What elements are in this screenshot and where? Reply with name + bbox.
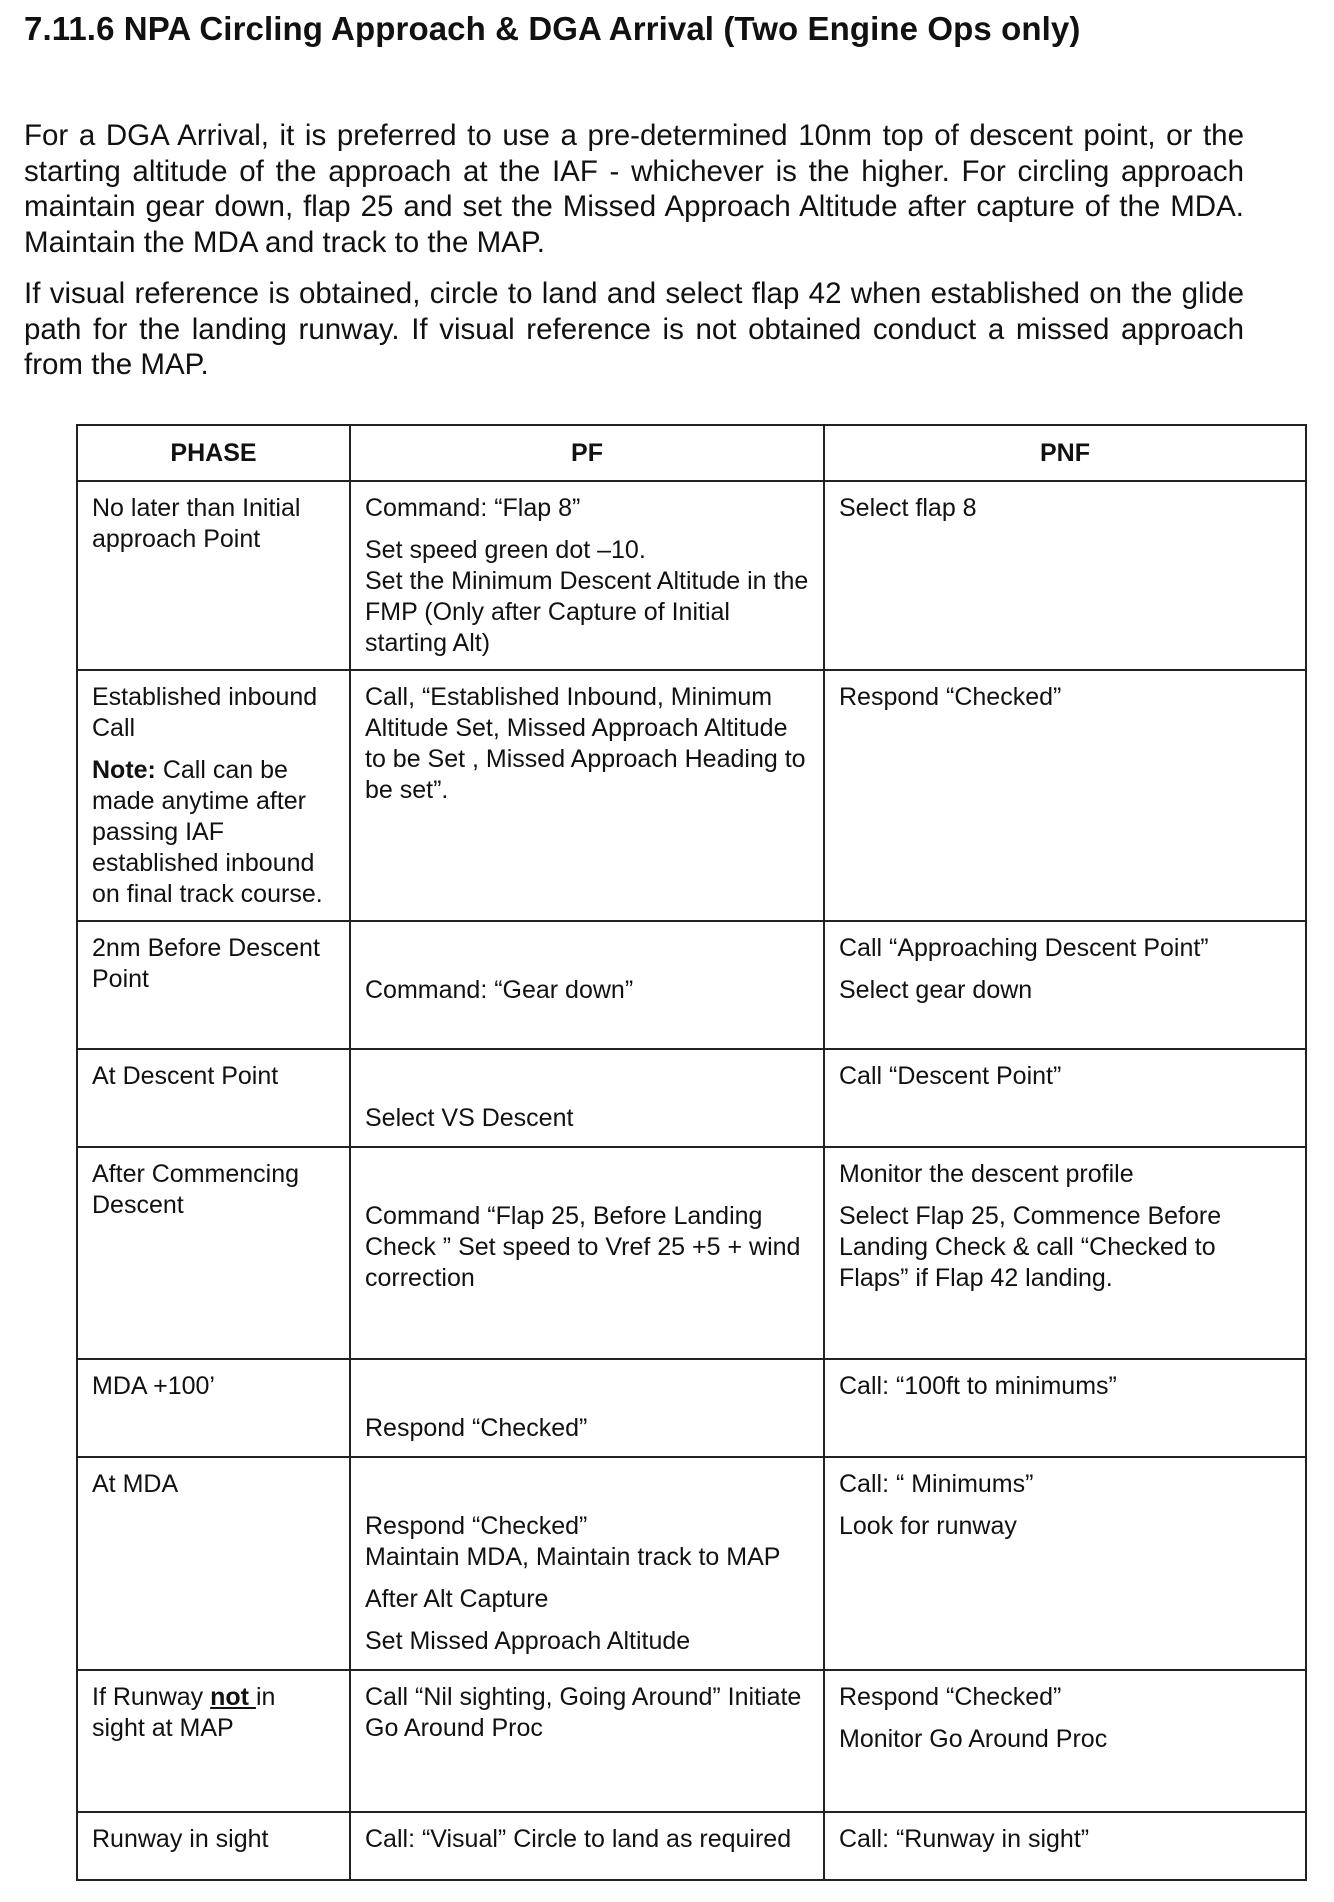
- phase-cell: [77, 1457, 350, 1670]
- phase-text: After Commencing Descent: [92, 1160, 300, 1219]
- phase-text: MDA +100’: [92, 1372, 215, 1400]
- pnf-cell: [824, 670, 1306, 921]
- pnf-text: Select Flap 25, Commence Before Landing Check & call “Checked to Flaps” if Flap 42 landing.: [839, 1202, 1222, 1292]
- table-row: [77, 1812, 1306, 1880]
- pf-text: Respond “Checked”: [365, 1512, 588, 1540]
- pf-cell: [350, 1812, 824, 1880]
- table-row: [77, 1049, 1306, 1147]
- phase-text: At Descent Point: [92, 1062, 279, 1090]
- header-pf: PF: [350, 425, 824, 481]
- pnf-text: Select flap 8: [839, 494, 977, 522]
- note-label: Note:: [92, 756, 156, 784]
- header-pnf: PNF: [824, 425, 1306, 481]
- phase-text: At MDA: [92, 1470, 179, 1498]
- pf-cell: [350, 1049, 824, 1147]
- pf-text: Set Missed Approach Altitude: [365, 1627, 691, 1655]
- pnf-text: Monitor the descent profile: [839, 1160, 1134, 1188]
- table-header-row: [77, 425, 1306, 481]
- pnf-text: Call “Approaching Descent Point”: [839, 934, 1209, 962]
- pnf-cell: [824, 1670, 1306, 1812]
- table-row: [77, 1147, 1306, 1359]
- pnf-text: Call: “Runway in sight”: [839, 1825, 1090, 1853]
- pf-text: Maintain MDA, Maintain track to MAP: [365, 1543, 781, 1571]
- procedure-table: [76, 424, 1307, 1881]
- pf-text: Set the Minimum Descent Altitude in the FMP (Only after Capture of Initial starting Alt): [365, 567, 809, 657]
- phase-cell: [77, 1049, 350, 1147]
- phase-text: 2nm Before Descent Point: [92, 934, 320, 993]
- header-phase: PHASE: [77, 425, 350, 481]
- table-row: [77, 1359, 1306, 1457]
- table-row: [77, 921, 1306, 1049]
- pnf-text: Look for runway: [839, 1512, 1017, 1540]
- table-row: [77, 670, 1306, 921]
- phase-cell: [77, 481, 350, 670]
- pnf-text: Monitor Go Around Proc: [839, 1725, 1108, 1753]
- pnf-cell: [824, 921, 1306, 1049]
- pnf-text: Respond “Checked”: [839, 683, 1062, 711]
- pf-text: Set speed green dot –10.: [365, 536, 646, 564]
- pnf-text: Select gear down: [839, 976, 1033, 1004]
- pf-text: Call, “Established Inbound, Minimum Altitude Set, Missed Approach Altitude to be Set , Missed Approach Heading to be set”.: [365, 683, 806, 804]
- phase-cell: [77, 921, 350, 1049]
- phase-text: Established inbound Call: [92, 683, 318, 742]
- pf-cell: [350, 1147, 824, 1359]
- pf-cell: [350, 481, 824, 670]
- phase-cell: [77, 1812, 350, 1880]
- pnf-cell: [824, 481, 1306, 670]
- pf-text: Select VS Descent: [365, 1104, 574, 1132]
- table-row: [77, 481, 1306, 670]
- phase-cell: [77, 1670, 350, 1812]
- note-text: Call can be made anytime after passing IAF established inbound on final track course.: [92, 756, 323, 908]
- pf-text: Call: “Visual” Circle to land as required: [365, 1825, 792, 1853]
- intro-paragraph: For a DGA Arrival, it is preferred to use a pre-determined 10nm top of descent point, or the starting altitude of the approach at the IAF - whichever is the higher. For circling approach maintain gear down, flap 25 and set the Missed Approach Altitude after capture of the MDA. Maintain the MDA and track to the MAP.: [24, 119, 1244, 259]
- table-row: [77, 1670, 1306, 1812]
- pnf-text: Respond “Checked”: [839, 1683, 1062, 1711]
- pf-text: Command “Flap 25, Before Landing Check ” Set speed to Vref 25 +5 + wind correction: [365, 1202, 801, 1292]
- pnf-text: Call “Descent Point”: [839, 1062, 1062, 1090]
- pnf-cell: [824, 1359, 1306, 1457]
- pf-text: After Alt Capture: [365, 1585, 549, 1613]
- pnf-cell: [824, 1049, 1306, 1147]
- phase-cell: [77, 1359, 350, 1457]
- phase-text: If Runway not in sight at MAP: [92, 1683, 276, 1742]
- pf-text: Call “Nil sighting, Going Around” Initiate Go Around Proc: [365, 1683, 802, 1742]
- table-row: [77, 1457, 1306, 1670]
- section-title: 7.11.6 NPA Circling Approach & DGA Arrival (Two Engine Ops only): [24, 10, 1081, 47]
- pnf-cell: [824, 1812, 1306, 1880]
- pnf-cell: [824, 1457, 1306, 1670]
- pf-text: Respond “Checked”: [365, 1414, 588, 1442]
- intro-text: [24, 118, 1244, 399]
- pnf-cell: [824, 1147, 1306, 1359]
- phase-cell: [77, 670, 350, 921]
- pf-cell: [350, 670, 824, 921]
- pf-text: Command: “Gear down”: [365, 976, 634, 1004]
- pnf-text: Call: “100ft to minimums”: [839, 1372, 1117, 1400]
- phase-text: Runway in sight: [92, 1825, 269, 1853]
- phase-cell: [77, 1147, 350, 1359]
- pf-text: Command: “Flap 8”: [365, 494, 581, 522]
- pf-cell: [350, 1457, 824, 1670]
- phase-text: No later than Initial approach Point: [92, 494, 301, 553]
- intro-paragraph: If visual reference is obtained, circle to land and select flap 42 when established on the glide path for the landing runway. If visual reference is not obtained conduct a missed approach from the MAP.: [24, 277, 1244, 381]
- emphasis-not: not: [210, 1683, 256, 1711]
- pf-cell: [350, 1670, 824, 1812]
- pf-cell: [350, 1359, 824, 1457]
- pf-cell: [350, 921, 824, 1049]
- pnf-text: Call: “ Minimums”: [839, 1470, 1034, 1498]
